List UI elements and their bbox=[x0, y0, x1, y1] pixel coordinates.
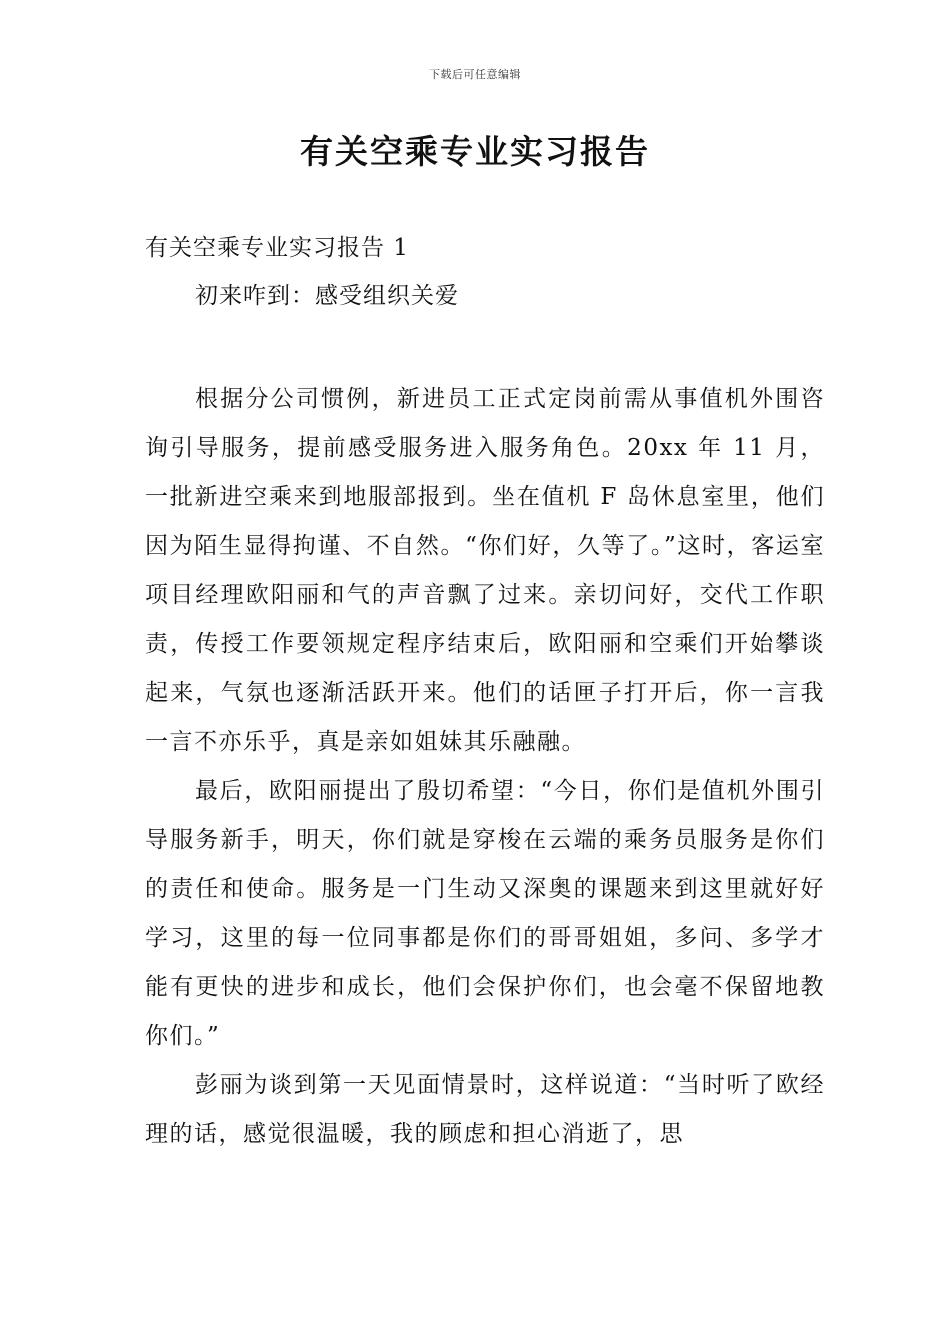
paragraph: 彭丽为谈到第一天见面情景时，这样说道：“当时听了欧经理的话，感觉很温暖，我的顾虑和担心消逝了，思 bbox=[145, 1072, 825, 1147]
document-title: 有关空乘专业实习报告 bbox=[300, 132, 650, 171]
header-note: 下载后可任意编辑 bbox=[429, 68, 521, 81]
paragraph: 最后，欧阳丽提出了殷切希望：“今日，你们是值机外围引导服务新手，明天，你们就是穿梭在云端的乘务员服务是你们的责任和使命。服务是一门生动又深奥的课题来到这里就好好学习，这里的每一位同事都是你们的哥哥姐姐，多问、多学才能有更快的进步和成长，他们会保护你们，也会毫不保留地教你们。” bbox=[145, 778, 825, 1049]
sub-heading: 初来咋到：感受组织关爱 bbox=[195, 283, 459, 309]
document-body bbox=[145, 230, 825, 1159]
section-heading: 有关空乘专业实习报告 1 bbox=[145, 235, 409, 261]
paragraph: 根据分公司惯例，新进员工正式定岗前需从事值机外围咨询引导服务，提前感受服务进入服务角色。20xx 年 11 月，一批新进空乘来到地服部报到。坐在值机 F 岛休息室里，他们因为陌生显得拘谨、不自然。“你们好，久等了。”这时，客运室项目经理欧阳丽和气的声音飘了过来。亲切问好，交代工作职责，传授工作要领规定程序结束后，欧阳丽和空乘们开始攀谈起来，气氛也逐渐活跃开来。他们的话匣子打开后，你一言我一言不亦乐乎，真是亲如姐妹其乐融融。 bbox=[145, 386, 825, 755]
